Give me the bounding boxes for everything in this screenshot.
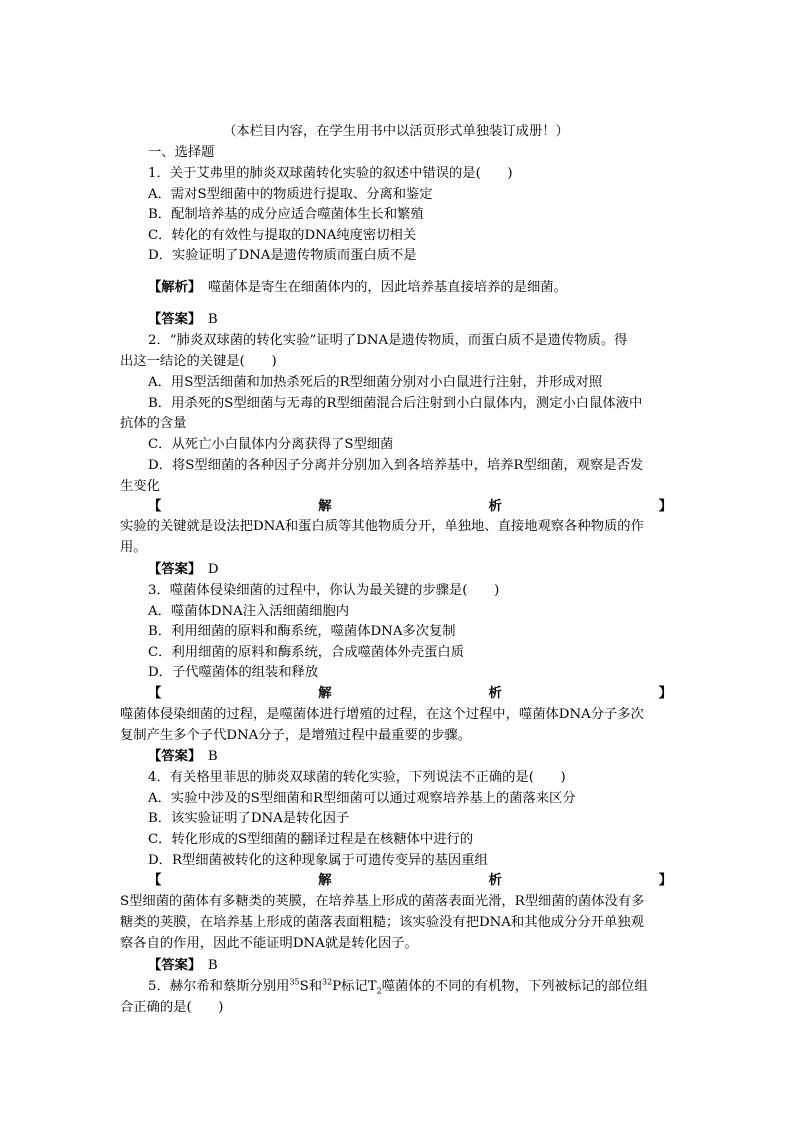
answer-value: B	[194, 749, 218, 764]
question-2-analysis-line-2: 用。	[120, 540, 147, 555]
question-4-analysis-line-2: 糖类的荚膜，在培养基上形成的菌落表面粗糙；该实验没有把DNA和其他成分分开单独观	[120, 915, 644, 930]
question-3-analysis-line-1: 噬菌体侵染细菌的过程，是噬菌体进行增殖的过程，在这个过程中，噬菌体DNA分子多次	[120, 707, 644, 722]
analysis-char-2: 析	[488, 873, 502, 888]
analysis-char-2: 析	[488, 686, 502, 701]
bracket-close: 】	[658, 873, 672, 888]
question-4-answer	[148, 956, 700, 976]
question-2-analysis-line-1: 实验的关键就是设法把DNA和蛋白质等其他物质分开，单独地、直接地观察各种物质的作	[120, 519, 644, 534]
question-4-option-a: A．实验中涉及的S型细菌和R型细菌可以通过观察培养基上的菌落来区分	[148, 791, 576, 806]
question-4-stem: 4．有关格里菲思的肺炎双球菌的转化实验，下列说法不正确的是( )	[148, 770, 566, 785]
question-4-option-c: C．转化形成的S型细菌的翻译过程是在核糖体中进行的	[148, 832, 474, 847]
stem-part: S和	[299, 979, 323, 994]
bracket-open: 【	[148, 499, 162, 514]
superscript-35: 35	[289, 977, 300, 987]
question-5-stem-line-2: 合正确的是( )	[120, 1000, 224, 1015]
analysis-char-1: 解	[318, 873, 332, 888]
question-3-analysis-line-2: 复制产生多个子代DNA分子，是增殖过程中最重要的步骤。	[120, 728, 472, 743]
answer-label: 【答案】	[148, 749, 195, 764]
question-3-stem: 3．噬菌体侵染细菌的过程中，你认为最关键的步骤是( )	[148, 583, 500, 598]
question-5-stem-line-1	[148, 977, 700, 997]
question-3-option-c: C．利用细菌的原料和酶系统，合成噬菌体外壳蛋白质	[148, 645, 465, 660]
question-2-option-b: B．用杀死的S型细菌与无毒的R型细菌混合后注射到小白鼠体内，测定小白鼠体液中	[148, 396, 643, 411]
bracket-close: 】	[658, 499, 672, 514]
question-3-option-b: B．利用细菌的原料和酶系统，噬菌体DNA多次复制	[148, 624, 456, 639]
stem-part: 噬菌体的不同的有机物，下列被标记的部位组	[381, 979, 648, 994]
section-title: 一、选择题	[148, 145, 215, 160]
answer-value: B	[194, 958, 218, 973]
stem-part: P标记T	[332, 979, 377, 994]
question-2-answer	[148, 560, 700, 580]
superscript-32: 32	[322, 977, 333, 987]
analysis-char-2: 析	[488, 499, 502, 514]
question-1-stem: 1．关于艾弗里的肺炎双球菌转化实验的叙述中错误的是( )	[148, 166, 513, 181]
bracket-close: 】	[658, 686, 672, 701]
question-3-analysis-header	[148, 684, 672, 704]
question-2-option-b-cont: 抗体的含量	[120, 416, 187, 431]
question-4-analysis-line-3: 察各自的作用，因此不能证明DNA就是转化因子。	[120, 936, 418, 951]
answer-value: B	[194, 312, 218, 327]
analysis-char-1: 解	[318, 499, 332, 514]
binding-note: （本栏目内容，在学生用书中以活页形式单独装订成册！）	[223, 124, 569, 139]
answer-label: 【答案】	[148, 958, 195, 973]
question-4-analysis-header	[148, 871, 672, 891]
question-1-option-b: B．配制培养基的成分应适合噬菌体生长和繁殖	[148, 207, 424, 222]
bracket-open: 【	[148, 873, 162, 888]
question-4-option-b: B．该实验证明了DNA是转化因子	[148, 811, 350, 826]
question-1-option-a: A．需对S型细菌中的物质进行提取、分离和鉴定	[148, 187, 433, 202]
subscript-2: 2	[376, 986, 382, 996]
question-3-answer	[148, 747, 700, 767]
question-2-option-d: D．将S型细菌的各种因子分离并分别加入到各培养基中，培养R型细菌，观察是否发	[148, 458, 644, 473]
question-3-option-d: D．子代噬菌体的组装和释放	[148, 665, 319, 680]
question-2-analysis-header	[148, 497, 672, 517]
question-1-analysis	[148, 278, 700, 298]
question-2-stem-line-1: 2．“肺炎双球菌的转化实验”证明了DNA是遗传物质，而蛋白质不是遗传物质。得	[148, 333, 628, 348]
stem-part: 5．赫尔希和蔡斯分别用	[148, 979, 290, 994]
question-1-option-c: C．转化的有效性与提取的DNA纯度密切相关	[148, 228, 417, 243]
question-4-option-d: D．R型细菌被转化的这种现象属于可遗传变异的基因重组	[148, 853, 488, 868]
answer-value: D	[194, 562, 219, 577]
bracket-open: 【	[148, 686, 162, 701]
question-2-option-c: C．从死亡小白鼠体内分离获得了S型细菌	[148, 437, 394, 452]
question-2-stem-line-2: 出这一结论的关键是( )	[120, 354, 277, 369]
analysis-text: 噬菌体是寄生在细菌体内的，因此培养基直接培养的是细菌。	[194, 280, 567, 295]
question-2-option-a: A．用S型活细菌和加热杀死后的R型细菌分别对小白鼠进行注射，并形成对照	[148, 375, 603, 390]
answer-label: 【答案】	[148, 562, 195, 577]
question-2-option-d-cont: 生变化	[120, 479, 160, 494]
analysis-char-1: 解	[318, 686, 332, 701]
answer-label: 【答案】	[148, 312, 195, 327]
question-3-option-a: A．噬菌体DNA注入活细菌细胞内	[148, 604, 350, 619]
question-1-answer	[148, 310, 700, 330]
question-1-option-d: D．实验证明了DNA是遗传物质而蛋白质不是	[148, 248, 417, 263]
analysis-label: 【解析】	[148, 280, 195, 295]
question-4-analysis-line-1: S型细菌的菌体有多糖类的荚膜，在培养基上形成的菌落表面光滑，R型细菌的菌体没有多	[120, 894, 645, 909]
